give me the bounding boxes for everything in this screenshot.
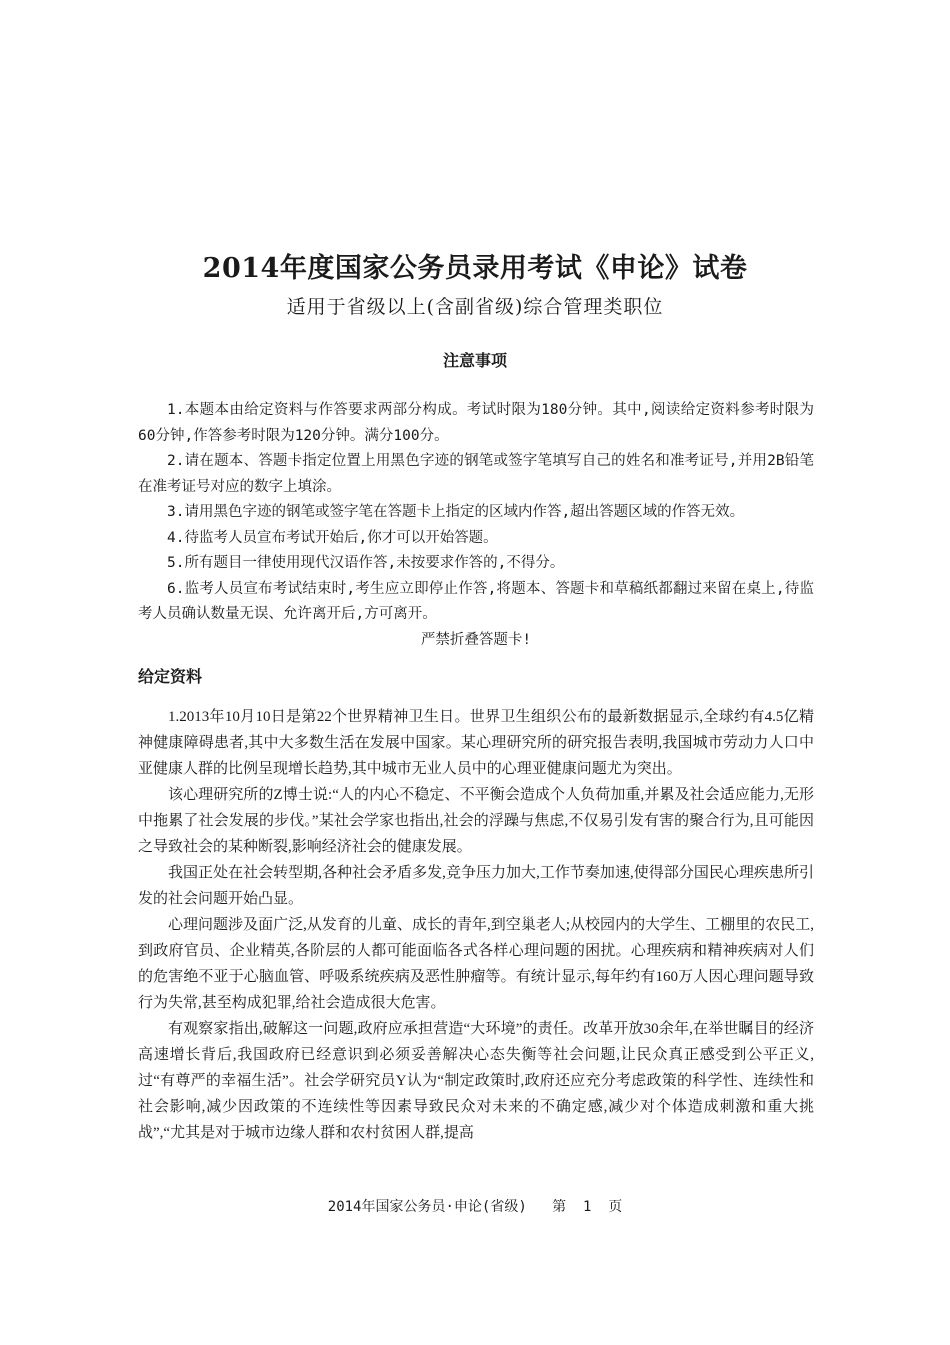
notice-item: 2.请在题本、答题卡指定位置上用黑色字迹的钢笔或签字笔填写自己的姓名和准考证号,并用2B铅笔在准考证号对应的数字上填涂。	[138, 453, 814, 495]
notice-list	[138, 398, 814, 653]
material-paragraph: 我国正处在社会转型期,各种社会矛盾多发,竞争压力加大,工作节奏加速,使得部分国民心理疾患所引发的社会问题开始凸显。	[138, 865, 814, 907]
document-title: 2014年度国家公务员录用考试《申论》试卷	[202, 253, 748, 284]
material-paragraph: 心理问题涉及面广泛,从发育的儿童、成长的青年,到空巢老人;从校园内的大学生、工棚里的农民工,到政府官员、企业精英,各阶层的人都可能面临各式各样心理问题的困扰。心理疾病和精神疾病对人们的危害绝不亚于心脑血管、呼吸系统疾病及恶性肿瘤等。有统计显示,每年约有160万人因心理问题导致行为失常,甚至构成犯罪,给社会造成很大危害。	[138, 917, 814, 1011]
page-footer	[0, 1196, 950, 1216]
notice-item: 3.请用黑色字迹的钢笔或签字笔在答题卡上指定的区域内作答,超出答题区域的作答无效。	[167, 504, 745, 520]
material-paragraph: 有观察家指出,破解这一问题,政府应承担营造“大环境”的责任。改革开放30余年,在举世瞩目的经济高速增长背后,我国政府已经意识到必须妥善解决心态失衡等社会问题,让民众真正感受到公平正义,过“有尊严的幸福生活”。社会学研究员Y认为“制定政策时,政府还应充分考虑政策的科学性、连续性和社会影响,减少因政策的不连续性等因素导致民众对未来的不确定感,减少对个体造成刺激和重大挑战”,“尤其是对于城市边缘人群和农村贫困人群,提高	[138, 1021, 814, 1141]
notice-item: 1.本题本由给定资料与作答要求两部分构成。考试时限为180分钟。其中,阅读给定资料参考时限为60分钟,作答参考时限为120分钟。满分100分。	[138, 402, 814, 444]
notice-item: 6.监考人员宣布考试结束时,考生应立即停止作答,将题本、答题卡和草稿纸都翻过来留在桌上,待监考人员确认数量无误、允许离开后,方可离开。	[138, 580, 814, 622]
notice-item: 5.所有题目一律使用现代汉语作答,未按要求作答的,不得分。	[167, 555, 565, 571]
notice-warning: 严禁折叠答题卡!	[420, 631, 532, 648]
footer-exam-name: 2014年国家公务员·申论(省级)	[327, 1199, 527, 1215]
notice-item: 4.待监考人员宣布考试开始后,你才可以开始答题。	[167, 529, 498, 546]
material-heading: 给定资料	[138, 667, 203, 686]
material-paragraph: 该心理研究所的Z博士说:“人的内心不稳定、不平衡会造成个人负荷加重,并累及社会适应能力,无形中拖累了社会发展的步伐。”某社会学家也指出,社会的浮躁与焦虑,不仅易引发有害的聚合行为,且可能因之导致社会的某种断裂,影响经济社会的健康发展。	[138, 787, 814, 855]
footer-page-suffix: 页	[608, 1199, 623, 1215]
footer-page-number: 1	[582, 1199, 592, 1215]
notice-heading: 注意事项	[442, 351, 507, 370]
material-paragraph: 1.2013年10月10日是第22个世界精神卫生日。世界卫生组织公布的最新数据显示,全球约有4.5亿精神健康障碍患者,其中大多数生活在发展中国家。某心理研究所的研究报告表明,我国城市劳动力人口中亚健康人群的比例呈现增长趋势,其中城市无业人员中的心理亚健康问题尤为突出。	[138, 709, 814, 777]
material-body	[138, 704, 814, 1146]
footer-page-prefix: 第	[552, 1199, 567, 1215]
document-subtitle: 适用于省级以上(含副省级)综合管理类职位	[286, 296, 664, 318]
